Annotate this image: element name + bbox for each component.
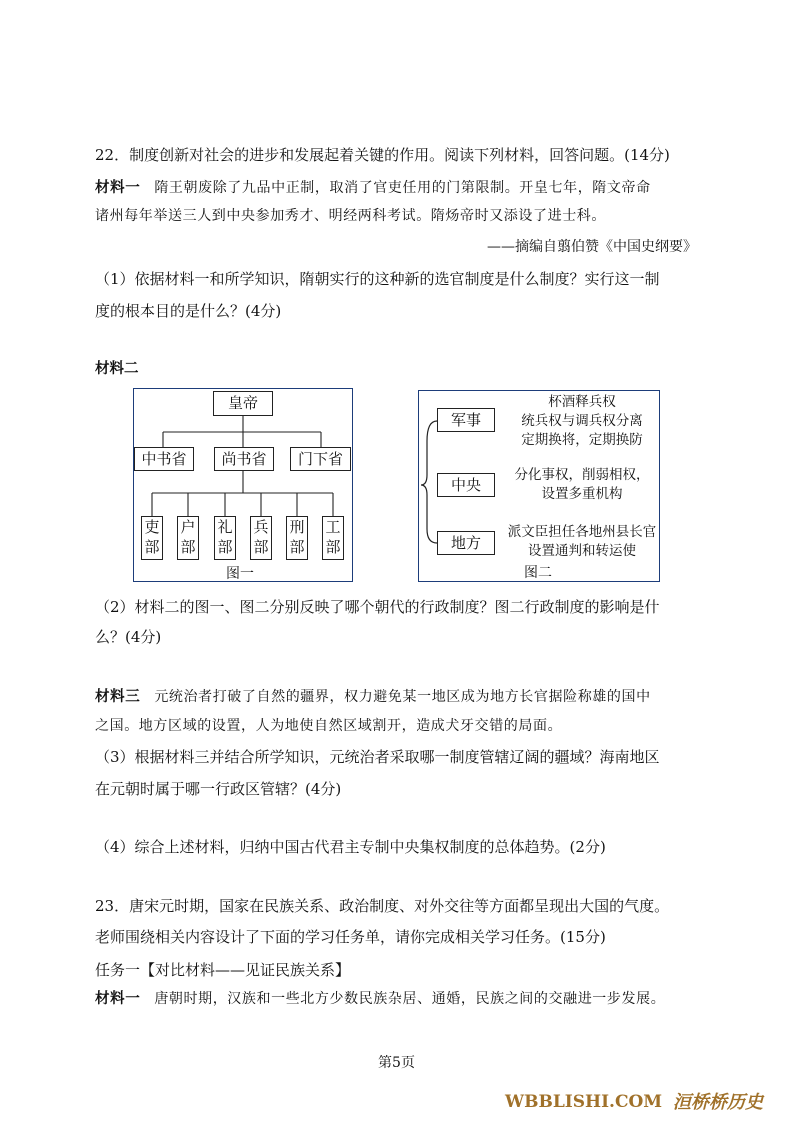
q22-sub4: （4）综合上述材料，归纳中国古代君主专制中央集权制度的总体趋势。(2分) [95,838,606,856]
material-1-line1: 材料一 隋王朝废除了九品中正制，取消了官吏任用的门第限制。开皇七年，隋文帝命 [95,180,651,196]
li-bu-box: 吏 部 [141,516,163,560]
figure-1-caption: 图一 [226,566,254,582]
emperor-box: 皇帝 [213,391,273,416]
q22-sub2-line1: （2）材料二的图一、图二分别反映了哪个朝代的行政制度？图二行政制度的影响是什 [95,598,660,616]
military-desc: 杯酒释兵权 统兵权与调兵权分离 定期换将，定期换防 [521,394,643,448]
material-2-label: 材料二 [95,361,139,377]
material-3-label: 材料三 [95,689,141,705]
central-desc: 分化事权，削弱相权， 设置多重机构 [514,467,650,502]
q23-material-1: 材料一 唐朝时期，汉族和一些北方少数民族杂居、通婚，民族之间的交融进一步发展。 [95,991,666,1007]
q23-stem-line2: 老师围绕相关内容设计了下面的学习任务单，请你完成相关学习任务。(15分) [95,928,606,946]
material-3-line2: 之国。地方区域的设置，人为地使自然区域割开，造成犬牙交错的局面。 [95,718,563,734]
q23-task1-title: 任务一【对比材料——见证民族关系】 [95,961,351,979]
bing-bu-box: 兵 部 [250,516,272,560]
military-box: 军事 [437,408,495,432]
zhongshu-box: 中书省 [134,447,194,471]
q22-sub1-line1: （1）依据材料一和所学知识，隋朝实行的这种新的选官制度是什么制度？实行这一制 [95,270,660,288]
q22-sub3-line2: 在元朝时属于哪一行政区管辖？(4分) [95,780,342,798]
gong-bu-box: 工 部 [322,516,344,560]
material-1-source: ——摘编自翦伯赞《中国史纲要》 [487,239,697,255]
figure-2-caption: 图二 [524,565,552,581]
figure-1-diagram [133,388,353,582]
central-box: 中央 [437,473,495,497]
hu-bu-box: 户 部 [177,516,199,560]
watermark-script: 洹桥桥历史 [673,1092,763,1113]
material-3-line1: 材料三 元统治者打破了自然的疆界，权力避免某一地区成为地方长官据险称雄的国中 [95,689,651,705]
li-rites-bu-box: 礼 部 [214,516,236,560]
shangshu-box: 尚书省 [214,447,274,471]
local-box: 地方 [437,531,495,555]
material-1-line2: 诸州每年举送三人到中央参加秀才、明经两科考试。隋炀帝时又添设了进士科。 [95,208,606,224]
local-desc: 派文臣担任各地州县长官 设置通判和转运使 [507,524,657,559]
xing-bu-box: 刑 部 [286,516,308,560]
q22-sub1-line2: 度的根本目的是什么？(4分) [95,302,282,320]
q22-stem: 22．制度创新对社会的进步和发展起着关键的作用。阅读下列材料，回答问题。(14分) [95,146,670,164]
watermark-text: WBBLISHI.COM [505,1092,663,1112]
menxia-box: 门下省 [290,447,351,471]
q23-material-1-label: 材料一 [95,991,141,1007]
q23-stem-line1: 23．唐宋元时期，国家在民族关系、政治制度、对外交往等方面都呈现出大国的气度。 [95,897,670,915]
page-number: 第5页 [378,1055,415,1071]
material-1-label: 材料一 [95,180,141,196]
figure-1-connectors [134,389,352,581]
q22-sub3-line1: （3）根据材料三并结合所学知识，元统治者采取哪一制度管辖辽阔的疆域？海南地区 [95,748,660,766]
q22-sub2-line2: 么？(4分) [95,628,162,646]
figure-2-diagram [418,390,660,582]
